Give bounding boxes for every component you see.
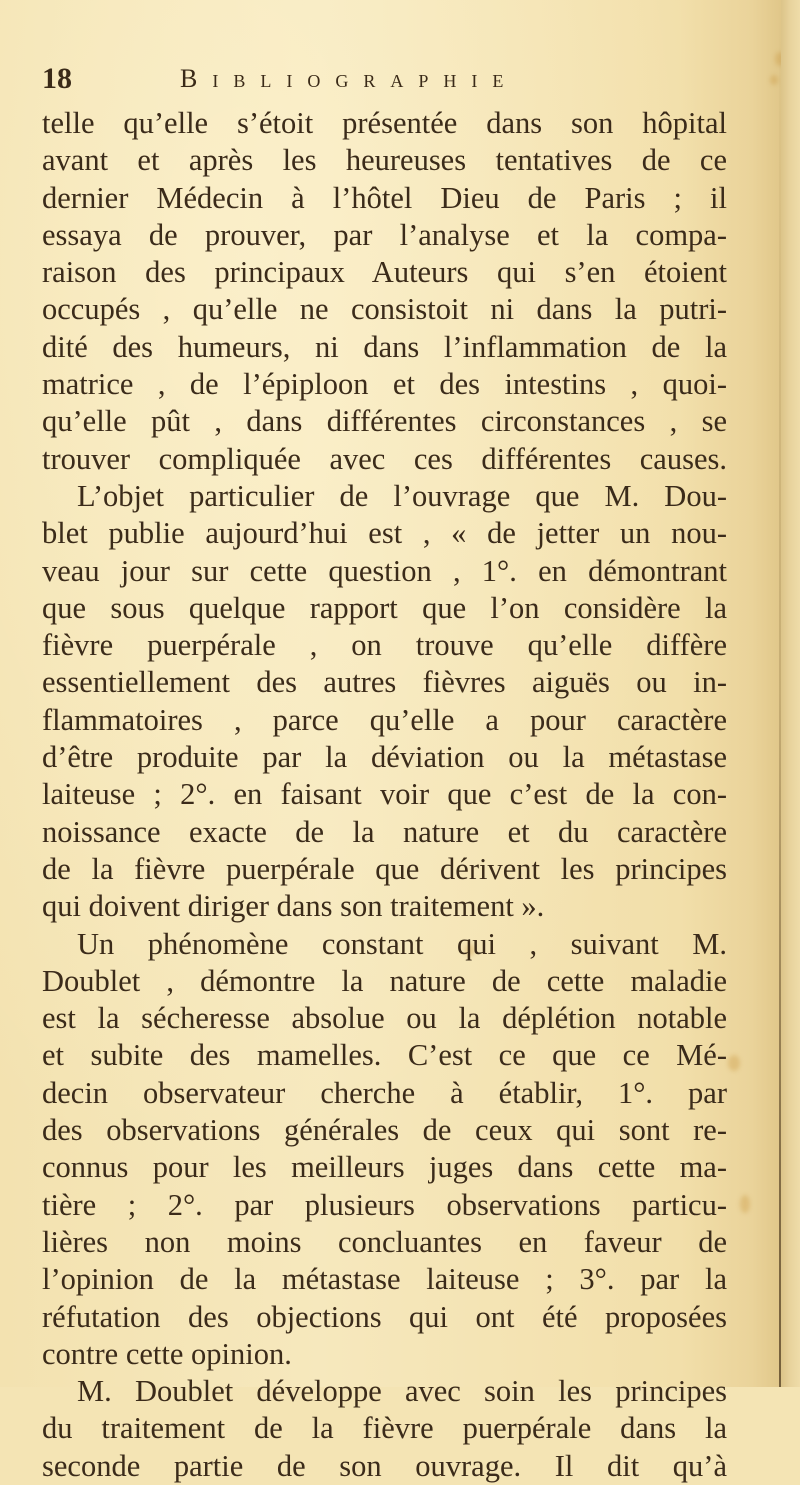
foxing-stain — [728, 1055, 740, 1071]
text-line: avant et après les heureuses tentatives de ce — [42, 143, 727, 178]
text-line: blet publie aujourd’hui est , « de jetter un nou- — [42, 516, 727, 551]
foxing-stain — [740, 1195, 750, 1213]
text-line: essentiellement des autres fièvres aiguës ou in- — [42, 665, 727, 700]
text-line: qu’elle pût , dans différentes circonstances , se — [42, 404, 727, 439]
page-header — [42, 62, 742, 102]
text-line: contre cette opinion. — [42, 1336, 292, 1371]
text-line: dernier Médecin à l’hôtel Dieu de Paris ; il — [42, 180, 727, 215]
text-line: Doublet , démontre la nature de cette maladie — [42, 963, 727, 998]
text-line: qui doivent diriger dans son traitement ». — [42, 889, 545, 924]
text-line: est la sécheresse absolue ou la déplétion notable — [42, 1001, 727, 1036]
text-line: seconde partie de son ouvrage. Il dit qu’à — [42, 1448, 727, 1483]
paragraph-start-line: L’objet particulier de l’ouvrage que M. Dou- — [77, 478, 727, 513]
text-line: decin observateur cherche à établir, 1°. par — [42, 1075, 727, 1110]
text-line: l’opinion de la métastase laiteuse ; 3°. par la — [42, 1262, 727, 1297]
running-head: Bibliographie — [180, 64, 519, 93]
text-line: réfutation des objections qui ont été proposées — [42, 1299, 727, 1334]
text-line: que sous quelque rapport que l’on considère la — [42, 590, 727, 625]
text-line: raison des principaux Auteurs qui s’en étoient — [42, 255, 727, 290]
text-line: du traitement de la fièvre puerpérale dans la — [42, 1411, 727, 1446]
text-line: tière ; 2°. par plusieurs observations particu- — [42, 1187, 727, 1222]
text-line: fièvre puerpérale , on trouve qu’elle diffère — [42, 628, 727, 663]
text-line: lières non moins concluantes en faveur de — [42, 1224, 727, 1259]
text-line: flammatoires , parce qu’elle a pour caractère — [42, 702, 727, 737]
text-line: matrice , de l’épiploon et des intestins , quoi- — [42, 367, 727, 402]
text-line: dité des humeurs, ni dans l’inflammation de la — [42, 329, 727, 364]
text-line: de la fièvre puerpérale que dérivent les principes — [42, 851, 727, 886]
text-line: trouver compliquée avec ces différentes causes. — [42, 441, 727, 476]
text-line: noissance exacte de la nature et du caractère — [42, 814, 727, 849]
paragraph-start-line: M. Doublet développe avec soin les principes — [77, 1374, 727, 1409]
text-line: connus pour les meilleurs juges dans cette ma- — [42, 1150, 727, 1185]
text-line: occupés , qu’elle ne consistoit ni dans la putri- — [42, 292, 727, 327]
text-line: laiteuse ; 2°. en faisant voir que c’est de la con- — [42, 777, 727, 812]
page-number: 18 — [42, 62, 72, 95]
text-line: essaya de prouver, par l’analyse et la compa- — [42, 217, 727, 252]
foxing-stain — [770, 75, 778, 85]
body-text — [42, 105, 727, 1485]
text-line: d’être produite par la déviation ou la métastase — [42, 740, 727, 775]
text-line: et subite des mamelles. C’est ce que ce Mé- — [42, 1038, 727, 1073]
text-line: des observations générales de ceux qui sont re- — [42, 1113, 727, 1148]
text-line: veau jour sur cette question , 1°. en démontrant — [42, 553, 727, 588]
page-edge — [781, 0, 800, 1387]
paragraph-start-line: Un phénomène constant qui , suivant M. — [77, 926, 727, 961]
text-line: telle qu’elle s’étoit présentée dans son hôpital — [42, 106, 727, 140]
